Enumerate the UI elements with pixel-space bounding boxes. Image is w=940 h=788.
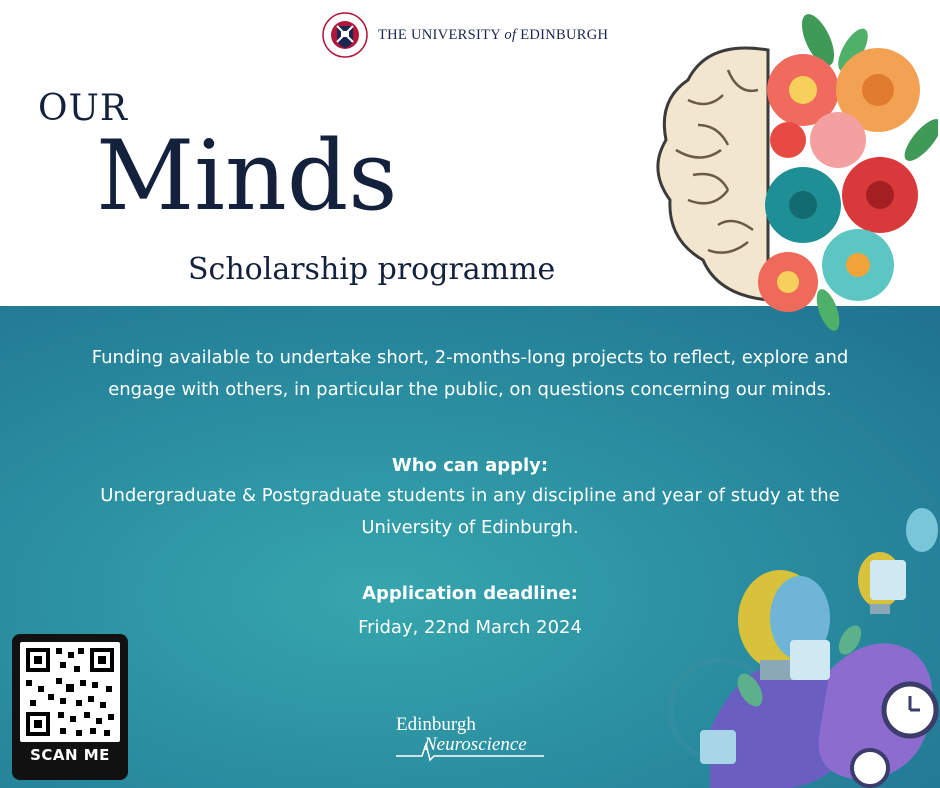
edinburgh-neuroscience-logo bbox=[394, 710, 554, 770]
university-crest-icon bbox=[322, 12, 368, 58]
brain-flowers-illustration bbox=[648, 10, 938, 336]
who-line-2: University of Edinburgh. bbox=[361, 517, 579, 538]
qr-code-icon bbox=[20, 642, 120, 742]
university-logo bbox=[322, 12, 608, 58]
deadline-heading: Application deadline: bbox=[362, 583, 578, 604]
qr-code-area bbox=[20, 642, 120, 742]
intro-line-2: engage with others, in particular the public, on questions concerning our minds. bbox=[108, 379, 832, 400]
title-programme: Scholarship programme bbox=[188, 252, 556, 287]
intro-text bbox=[0, 342, 940, 406]
qr-code-card[interactable] bbox=[12, 634, 128, 780]
university-name: THE UNIVERSITY of EDINBURGH bbox=[378, 26, 609, 43]
title-our: OUR bbox=[38, 88, 128, 129]
scan-me-label: SCAN ME bbox=[30, 746, 110, 764]
intro-line-1: Funding available to undertake short, 2-months-long projects to reflect, explore and bbox=[91, 347, 849, 368]
deadline-date: Friday, 22nd March 2024 bbox=[358, 617, 582, 638]
who-can-apply-heading: Who can apply: bbox=[391, 455, 549, 476]
ens-line-2: Neuroscience bbox=[424, 734, 527, 755]
who-line-1: Undergraduate & Postgraduate students in any discipline and year of study at the bbox=[100, 485, 840, 506]
lightbulb-brain-illustration bbox=[660, 500, 940, 788]
ens-line-1: Edinburgh bbox=[396, 714, 476, 735]
title-minds: Minds bbox=[96, 120, 398, 232]
